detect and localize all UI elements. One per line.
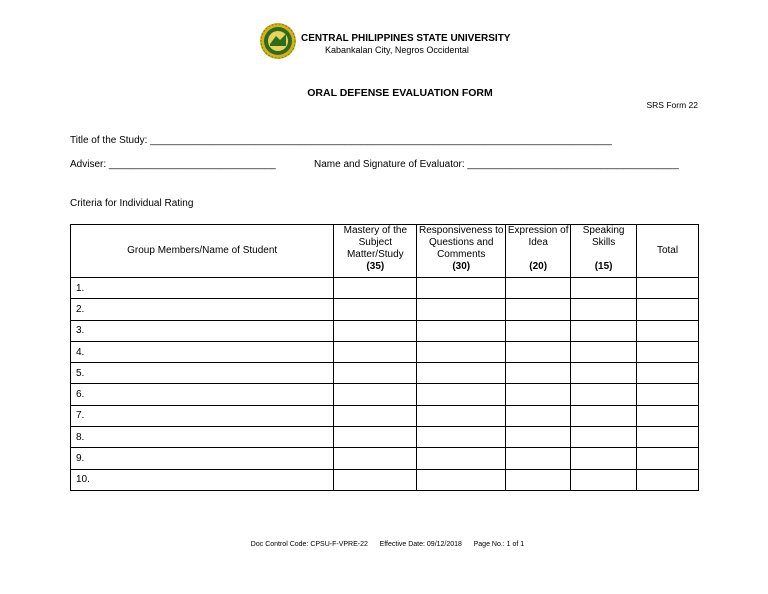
expression-cell[interactable]: [506, 320, 571, 341]
mastery-cell[interactable]: [334, 299, 417, 320]
expression-cell[interactable]: [506, 363, 571, 384]
table-row: [71, 320, 699, 341]
speaking-cell[interactable]: [571, 363, 637, 384]
table-row: [71, 469, 699, 490]
total-cell[interactable]: [637, 384, 699, 405]
table-header-row: [71, 225, 699, 278]
title-of-study-field[interactable]: Title of the Study: ___________________________________________________________________________________: [70, 135, 612, 146]
mastery-cell[interactable]: [334, 341, 417, 362]
expression-cell[interactable]: [506, 384, 571, 405]
header-expression: Expression of Idea (20): [506, 225, 571, 278]
header-mastery: Mastery of the Subject Matter/Study (35): [334, 225, 417, 278]
mastery-cell[interactable]: [334, 448, 417, 469]
responsiveness-cell[interactable]: [417, 448, 506, 469]
university-name: CENTRAL PHILIPPINES STATE UNIVERSITY: [301, 33, 511, 44]
responsiveness-cell[interactable]: [417, 278, 506, 299]
form-code: SRS Form 22: [646, 100, 698, 110]
header-responsiveness: Responsiveness to Questions and Comments (30): [417, 225, 506, 278]
student-name-cell[interactable]: 4.: [71, 341, 334, 362]
expression-cell[interactable]: [506, 405, 571, 426]
mastery-cell[interactable]: [334, 427, 417, 448]
table-row: [71, 278, 699, 299]
responsiveness-cell[interactable]: [417, 384, 506, 405]
form-title: ORAL DEFENSE EVALUATION FORM: [307, 87, 493, 99]
total-cell[interactable]: [637, 278, 699, 299]
responsiveness-cell[interactable]: [417, 405, 506, 426]
table-row: [71, 448, 699, 469]
table-row: [71, 427, 699, 448]
student-name-cell[interactable]: 3.: [71, 320, 334, 341]
table-row: [71, 363, 699, 384]
responsiveness-cell[interactable]: [417, 299, 506, 320]
expression-cell[interactable]: [506, 427, 571, 448]
evaluator-field[interactable]: Name and Signature of Evaluator: ______________________________________: [314, 159, 679, 170]
university-address: Kabankalan City, Negros Occidental: [325, 45, 469, 55]
student-name-cell[interactable]: 5.: [71, 363, 334, 384]
total-cell[interactable]: [637, 469, 699, 490]
total-cell[interactable]: [637, 405, 699, 426]
table-row: [71, 384, 699, 405]
speaking-cell[interactable]: [571, 299, 637, 320]
student-name-cell[interactable]: 10.: [71, 469, 334, 490]
total-cell[interactable]: [637, 320, 699, 341]
responsiveness-cell[interactable]: [417, 320, 506, 341]
mastery-cell[interactable]: [334, 320, 417, 341]
header-group-members: Group Members/Name of Student: [71, 225, 334, 278]
speaking-cell[interactable]: [571, 278, 637, 299]
doc-control-code: Doc Control Code: CPSU-F-VPRE-22: [250, 541, 368, 548]
table-row: [71, 299, 699, 320]
total-cell[interactable]: [637, 341, 699, 362]
student-name-cell[interactable]: 7.: [71, 405, 334, 426]
mastery-cell[interactable]: [334, 469, 417, 490]
criteria-label: Criteria for Individual Rating: [70, 198, 194, 209]
table-row: [71, 405, 699, 426]
speaking-cell[interactable]: [571, 405, 637, 426]
total-cell[interactable]: [637, 427, 699, 448]
student-name-cell[interactable]: 8.: [71, 427, 334, 448]
effective-date: Effective Date: 09/12/2018: [379, 541, 462, 548]
university-seal-icon: [258, 22, 298, 60]
expression-cell[interactable]: [506, 299, 571, 320]
page-number: Page No.: 1 of 1: [473, 541, 525, 548]
responsiveness-cell[interactable]: [417, 341, 506, 362]
rating-table: [70, 224, 699, 491]
student-name-cell[interactable]: 1.: [71, 278, 334, 299]
speaking-cell[interactable]: [571, 341, 637, 362]
mastery-cell[interactable]: [334, 278, 417, 299]
speaking-cell[interactable]: [571, 384, 637, 405]
expression-cell[interactable]: [506, 278, 571, 299]
expression-cell[interactable]: [506, 469, 571, 490]
expression-cell[interactable]: [506, 448, 571, 469]
footer: [0, 541, 768, 548]
speaking-cell[interactable]: [571, 427, 637, 448]
student-name-cell[interactable]: 6.: [71, 384, 334, 405]
mastery-cell[interactable]: [334, 363, 417, 384]
adviser-field[interactable]: Adviser: ______________________________: [70, 159, 276, 170]
total-cell[interactable]: [637, 299, 699, 320]
expression-cell[interactable]: [506, 341, 571, 362]
speaking-cell[interactable]: [571, 469, 637, 490]
total-cell[interactable]: [637, 448, 699, 469]
student-name-cell[interactable]: 9.: [71, 448, 334, 469]
speaking-cell[interactable]: [571, 320, 637, 341]
responsiveness-cell[interactable]: [417, 363, 506, 384]
responsiveness-cell[interactable]: [417, 469, 506, 490]
header-total: Total: [637, 225, 699, 278]
student-name-cell[interactable]: 2.: [71, 299, 334, 320]
mastery-cell[interactable]: [334, 384, 417, 405]
table-row: [71, 341, 699, 362]
mastery-cell[interactable]: [334, 405, 417, 426]
speaking-cell[interactable]: [571, 448, 637, 469]
total-cell[interactable]: [637, 363, 699, 384]
responsiveness-cell[interactable]: [417, 427, 506, 448]
header-speaking: Speaking Skills (15): [571, 225, 637, 278]
